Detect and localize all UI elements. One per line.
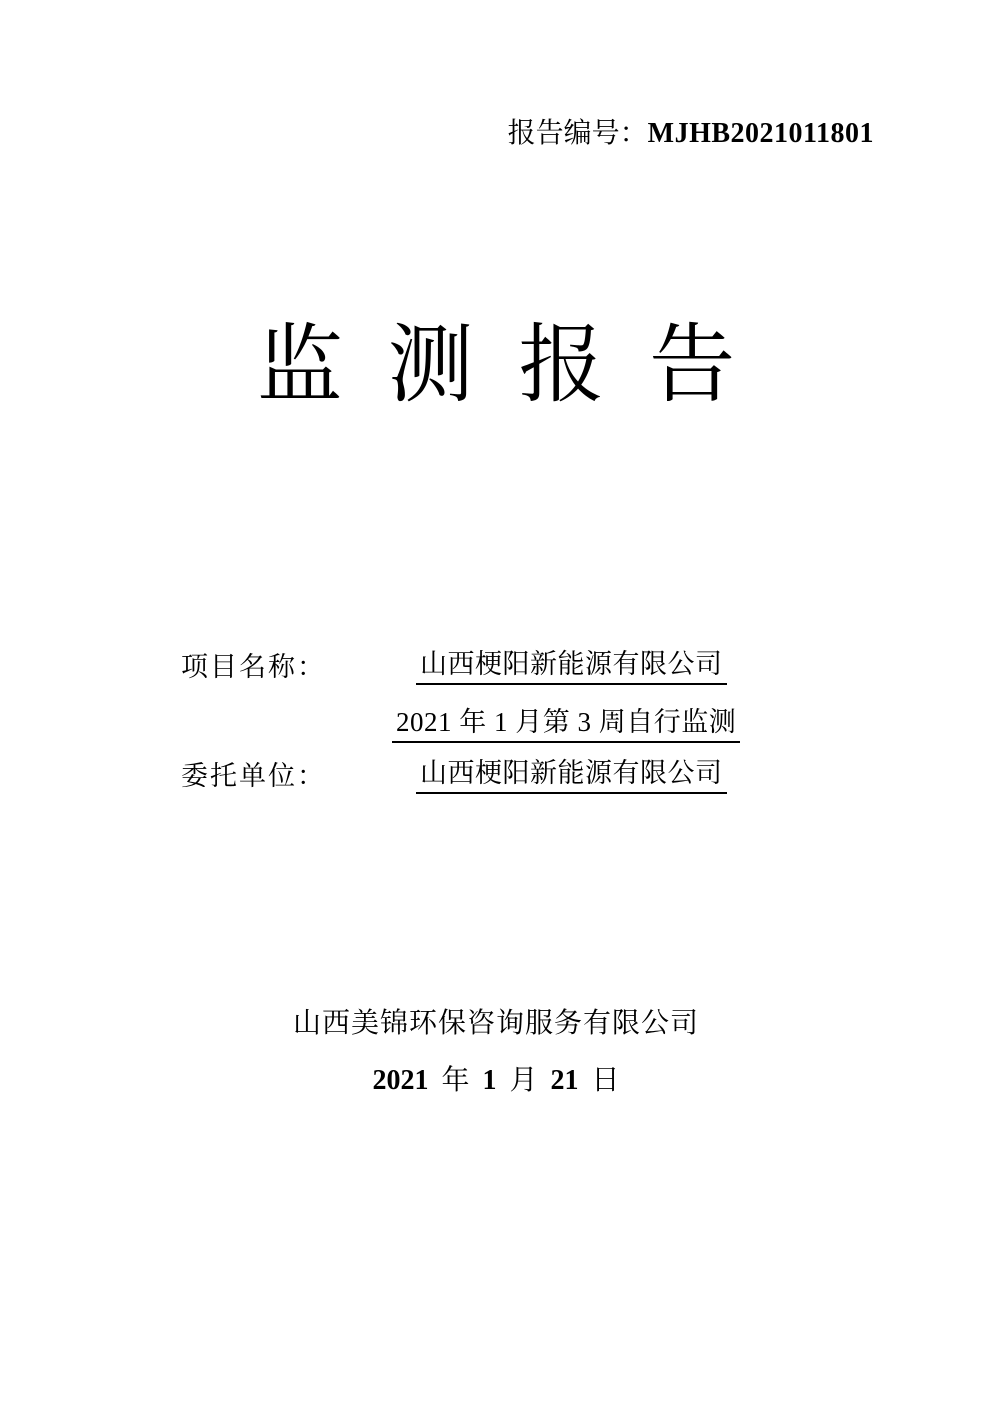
issue-date-month-unit: 月 [509,1065,538,1096]
client-unit-value: 山西梗阳新能源有限公司 [416,757,727,794]
report-number-value: MJHB2021011801 [647,118,874,149]
issue-date-year: 2021 [372,1065,429,1096]
issue-date-year-unit: 年 [441,1065,470,1096]
report-number-line [508,117,874,151]
issue-date-day: 21 [550,1065,579,1096]
page-title: 监测报告 [256,317,780,413]
issuing-company-name: 山西美锦环保咨询服务有限公司 [292,1008,699,1039]
issue-date-day-unit: 日 [591,1065,620,1096]
client-unit-label: 委托单位： [181,761,326,791]
issue-date-month: 1 [482,1065,497,1096]
project-name-label: 项目名称： [181,652,326,682]
project-name-value-line1: 山西梗阳新能源有限公司 [416,648,727,685]
report-number-label: 报告编号： [507,118,648,149]
issue-date [0,1064,992,1098]
project-name-value-line2: 2021 年 1 月第 3 周自行监测 [392,706,740,743]
